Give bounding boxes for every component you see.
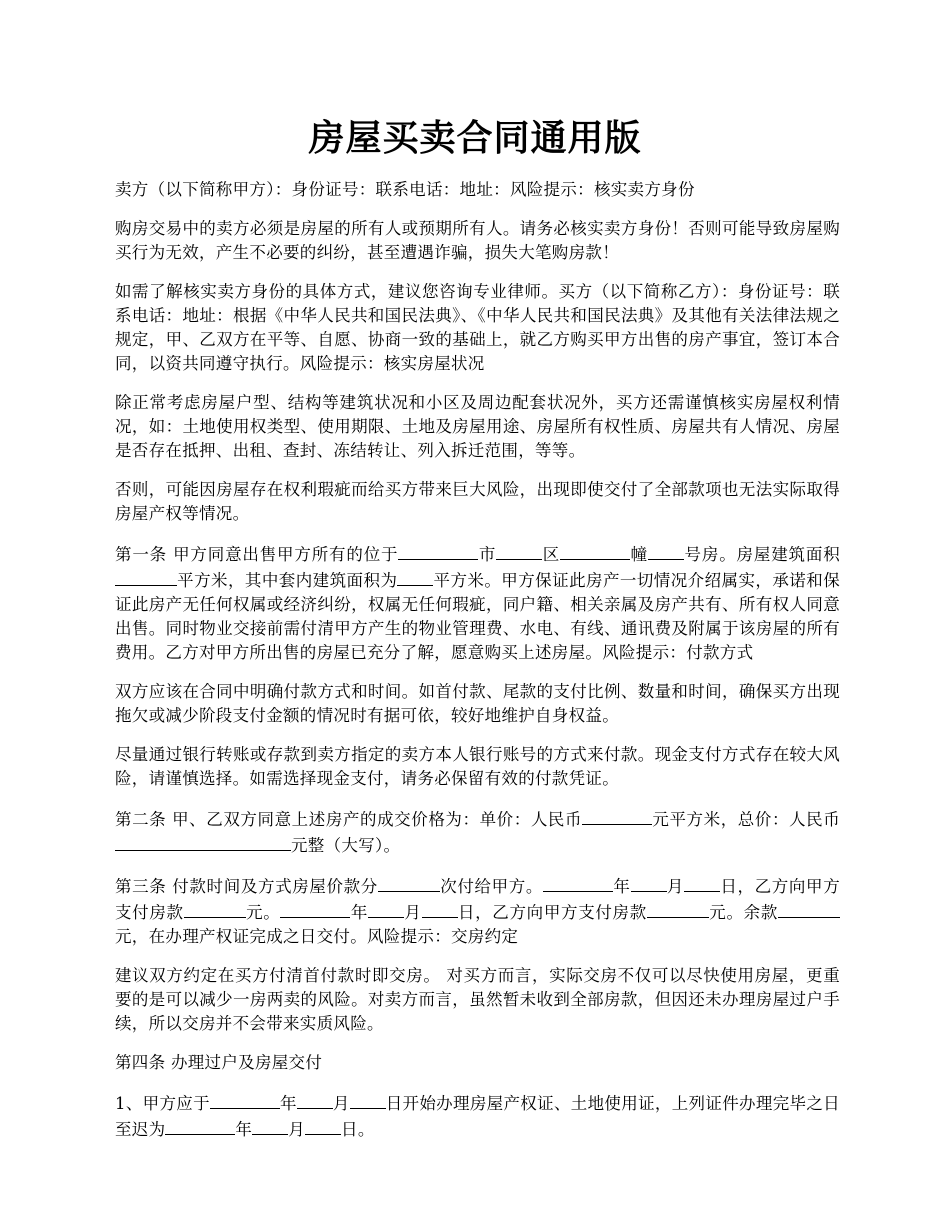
article-one-text: 市 xyxy=(478,545,497,564)
seller-identity-warning: 购房交易中的卖方必须是房屋的所有人或预期所有人。请务必核实卖方身份！否则可能导致房屋购买行为无效，产生不必要的纠纷，甚至遭遇诈骗，损失大笔购房款！ xyxy=(115,219,840,262)
payment-amount-blank xyxy=(184,899,246,918)
property-risk-paragraph: 否则，可能因房屋存在权利瑕疵而给买方带来巨大风险，出现即使交付了全部款项也无法实际取得房屋产权等情况。 xyxy=(115,480,840,523)
article-three-text: 日，乙方向甲方支付房款 xyxy=(115,877,840,922)
article-two-text: 元整（大写）。 xyxy=(291,836,401,855)
article-one-text: 平方米。甲方保证此房产一切情况介绍属实，承诺和保证此房产无任何权属或经济纠纷，权属无任何瑕疵，同户籍、相关亲属及房产共有、所有权人同意出售。同时物业交接前需付清甲方产生的物业管理费、水电、有线、通讯费及附属于该房屋的所有费用。乙方对甲方所出售的房屋已充分了解，愿意购买上述房屋。风险提示：付款方式 xyxy=(115,571,840,662)
unit-price-blank xyxy=(582,806,652,825)
article-two-text: 元平方米，总价：人民币 xyxy=(652,810,840,829)
day-blank xyxy=(305,1116,341,1135)
article-three-text: 月 xyxy=(404,903,422,922)
bank-transfer-paragraph: 尽量通过银行转账或存款到卖方指定的卖方本人银行账号的方式来付款。现金支付方式存在较大风险，请谨慎选择。如需选择现金支付，请务必保留有效的付款凭证。 xyxy=(115,745,840,788)
article-three-text: 日，乙方向甲方支付房款 xyxy=(457,903,647,922)
total-price-blank xyxy=(115,832,291,851)
year-blank xyxy=(543,873,613,892)
article-one-text: 号房。房屋建筑面积 xyxy=(684,545,840,564)
floor-area-blank xyxy=(115,567,177,586)
article-one-text: 区 xyxy=(542,545,561,564)
article-four-text: 月 xyxy=(332,1094,350,1113)
handover-paragraph: 建议双方约定在买方付清首付款时即交房。 对买方而言，实际交房不仅可以尽快使用房屋，更重要的是可以减少一房两卖的风险。对卖方而言，虽然暂未收到全部房款，但因还未办理房屋过户手续，所以交房并不会带来实质风险。 xyxy=(115,966,840,1033)
payment-amount-blank xyxy=(647,899,709,918)
day-blank xyxy=(684,873,720,892)
year-blank xyxy=(280,899,350,918)
article-three-text: 第三条 付款时间及方式房屋价款分 xyxy=(115,877,378,896)
inner-area-blank xyxy=(397,567,433,586)
day-blank xyxy=(422,899,458,918)
article-three xyxy=(115,873,840,949)
article-two-text: 第二条 甲、乙双方同意上述房产的成交价格为：单价：人民币 xyxy=(115,810,583,829)
payment-method-paragraph: 双方应该在合同中明确付款方式和时间。如首付款、尾款的支付比例、数量和时间，确保买方出现拖欠或减少阶段支付金额的情况时有据可依，较好地维护自身权益。 xyxy=(115,682,840,725)
buyer-info-paragraph: 如需了解核实卖方身份的具体方式，建议您咨询专业律师。买方（以下简称乙方）：身份证号：联系电话：地址：根据《中华人民共和国民法典》、《中华人民共和国民法典》及其他有关法律法规之规定，甲、乙双方在平等、自愿、协商一致的基础上，就乙方购买甲方出售的房产事宜，签订本合同，以资共同遵守执行。风险提示：核实房屋状况 xyxy=(115,282,840,373)
property-status-paragraph: 除正常考虑房屋户型、结构等建筑状况和小区及周边配套状况外，买方还需谨慎核实房屋权利情况，如：土地使用权类型、使用期限、土地及房屋用途、房屋所有权性质、房屋共有人情况、房屋是否存在抵押、出租、查封、冻结转让、列入拆迁范围，等等。 xyxy=(115,393,840,460)
building-blank xyxy=(560,541,630,560)
article-four-heading: 第四条 办理过户及房屋交付 xyxy=(115,1053,323,1072)
year-blank xyxy=(210,1090,280,1109)
month-blank xyxy=(631,873,667,892)
document-title: 房屋买卖合同通用版 xyxy=(308,117,642,159)
article-four-text: 年 xyxy=(279,1094,297,1113)
article-three-text: 元，在办理产权证完成之日交付。风险提示：交房约定 xyxy=(115,927,519,946)
article-three-text: 元。余款 xyxy=(708,903,778,922)
day-blank xyxy=(350,1090,386,1109)
article-four-text: 年 xyxy=(235,1120,253,1139)
article-one-text: 幢 xyxy=(630,545,649,564)
district-blank xyxy=(496,541,542,560)
article-one-text: 平方米，其中套内建筑面积为 xyxy=(177,571,398,590)
article-four-item-one xyxy=(115,1090,840,1142)
article-one xyxy=(115,541,840,665)
article-four-text: 日。 xyxy=(341,1120,375,1139)
article-three-text: 次付给甲方。 xyxy=(439,877,544,896)
article-one-text: 第一条 甲方同意出售甲方所有的位于 xyxy=(115,545,399,564)
year-blank xyxy=(165,1116,235,1135)
article-three-text: 年 xyxy=(613,877,631,896)
month-blank xyxy=(252,1116,288,1135)
article-four-text: 月 xyxy=(288,1120,306,1139)
balance-amount-blank xyxy=(778,899,840,918)
article-three-text: 年 xyxy=(350,903,369,922)
contract-body xyxy=(115,178,840,1157)
article-two xyxy=(115,806,840,858)
room-number-blank xyxy=(648,541,684,560)
article-four-text: 日开始办理房屋产权证、土地使用证，上列证件办理完毕之日至迟为 xyxy=(115,1094,840,1139)
month-blank xyxy=(297,1090,333,1109)
article-three-text: 元。 xyxy=(245,903,281,922)
city-blank xyxy=(398,541,478,560)
article-four-text: 1、甲方应于 xyxy=(115,1094,210,1113)
month-blank xyxy=(368,899,404,918)
installments-blank xyxy=(378,873,440,892)
article-three-text: 月 xyxy=(666,877,685,896)
seller-info-paragraph: 卖方（以下简称甲方）：身份证号：联系电话：地址：风险提示：核实卖方身份 xyxy=(115,180,695,199)
